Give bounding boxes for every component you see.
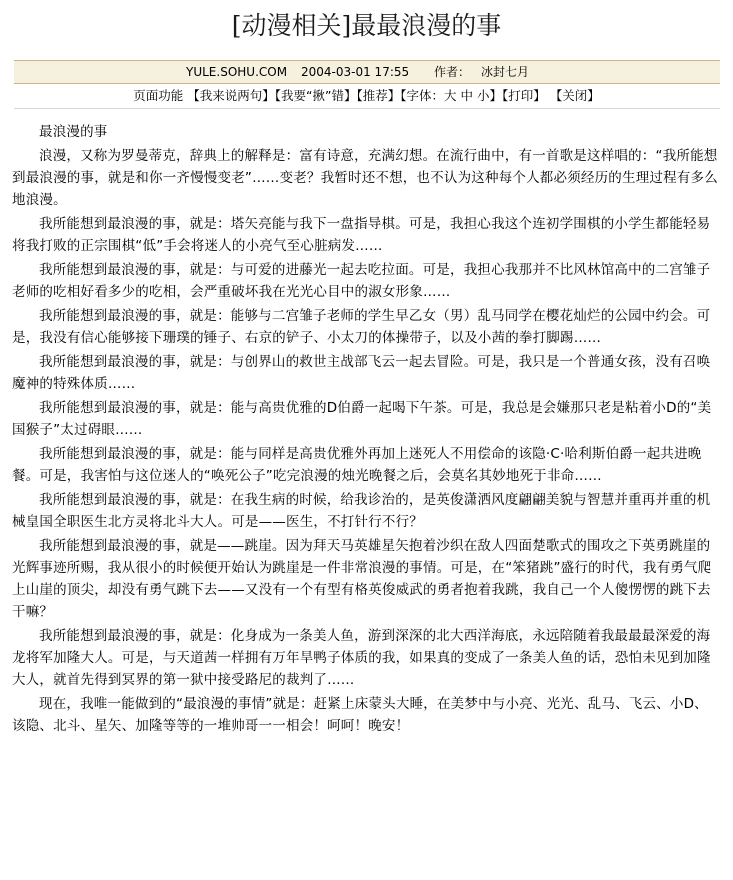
font-size-selector[interactable]: 【字体：大 中 小】 [400, 88, 502, 103]
close-link[interactable]: 【关闭】 [549, 88, 600, 103]
article-paragraph: 我所能想到最浪漫的事，就是：与创界山的救世主战部飞云一起去冒险。可是，我只是一个普通女孩，没有召唤魔神的特殊体质…… [12, 354, 711, 392]
page-functions-bar [0, 88, 733, 104]
article-body [12, 121, 720, 737]
report-error-link[interactable]: 【我要“揪”错】 [274, 88, 357, 103]
article-paragraph: 浪漫，又称为罗曼蒂克，辞典上的解释是：富有诗意，充满幻想。在流行曲中，有一首歌是这样唱的：“我所能想到最浪漫的事，就是和你一齐慢慢变老”……变老？我暂时还不想，也不认为这种每个人都必须经历的生理过程有多么地浪漫。 [12, 148, 718, 208]
page-functions-label: 页面功能 [133, 88, 184, 103]
article-paragraph: 我所能想到最浪漫的事，就是：在我生病的时候，给我诊治的，是英俊潇洒风度翩翩美貌与智慧并重再并重的机械皇国全职医生北方灵将北斗大人。可是——医生，不打针行不行？ [12, 492, 711, 530]
article-heading: 最浪漫的事 [39, 124, 108, 140]
publish-date: 2004-03-01 17:55 [301, 65, 410, 79]
article-paragraph: 现在，我唯一能做到的“最浪漫的事情”就是：赶紧上床蒙头大睡，在美梦中与小亮、光光、乱马、飞云、小D、该隐、北斗、星矢、加隆等等的一堆帅哥一一相会！呵呵！晚安！ [12, 696, 708, 734]
article-paragraph: 我所能想到最浪漫的事，就是：能与高贵优雅的D伯爵一起喝下午茶。可是，我总是会嫌那只老是粘着小D的“美国猴子”太过碍眼…… [12, 400, 712, 438]
page-title: [动漫相关]最最浪漫的事 [231, 11, 502, 40]
author-name: 冰封七月 [481, 65, 530, 79]
print-link[interactable]: 【打印】 [501, 88, 546, 103]
article-paragraph: 我所能想到最浪漫的事，就是——跳崖。因为拜天马英雄星矢抱着沙织在敌人四面楚歌式的围攻之下英勇跳崖的光辉事迹所赐，我从很小的时候便开始认为跳崖是一件非常浪漫的事情。可是，在“笨猪跳”盛行的时代，我有勇气爬上山崖的顶尖，却没有勇气跳下去——又没有一个有型有格英俊威武的勇者抱着我跳，我自己一个人傻愣愣的跳下去干嘛？ [12, 538, 712, 620]
article-paragraph: 我所能想到最浪漫的事，就是：化身成为一条美人鱼，游到深深的北大西洋海底，永远陪随着我最最最深爱的海龙将军加隆大人。可是，与天道茜一样拥有万年旱鸭子体质的我，如果真的变成了一条美人鱼的话，恐怕未见到加隆大人，就首先得到冥界的第一狱中接受路尼的裁判了…… [12, 628, 711, 688]
article-paragraph: 我所能想到最浪漫的事，就是：能与同样是高贵优雅外再加上迷死人不用偿命的该隐·C·哈利斯伯爵一起共进晚餐。可是，我害怕与这位迷人的“唤死公子”吃完浪漫的烛光晚餐之后，会莫名其妙地死于非命…… [12, 446, 702, 484]
article-meta-bar [14, 60, 720, 84]
article-paragraph: 我所能想到最浪漫的事，就是：能够与二宫雏子老师的学生早乙女（男）乱马同学在樱花灿烂的公园中约会。可是，我没有信心能够接下珊璞的锤子、右京的铲子、小太刀的体操带子，以及小茜的拳打脚踢…… [12, 308, 711, 346]
comment-link[interactable]: 【我来说两句】 [187, 88, 275, 103]
author-label: 作者： [434, 65, 471, 79]
site-domain: YULE.SOHU.COM [186, 65, 288, 79]
recommend-link[interactable]: 【推荐】 [356, 88, 401, 103]
article-paragraph: 我所能想到最浪漫的事，就是：与可爱的进藤光一起去吃拉面。可是，我担心我那并不比风林馆高中的二宫雏子老师的吃相好看多少的吃相，会严重破坏我在光光心目中的淑女形象…… [12, 262, 711, 300]
divider [14, 108, 720, 109]
article-paragraph: 我所能想到最浪漫的事，就是：塔矢亮能与我下一盘指导棋。可是，我担心我这个连初学围棋的小学生都能轻易将我打败的正宗围棋“低”手会将迷人的小亮气至心脏病发…… [12, 216, 711, 254]
